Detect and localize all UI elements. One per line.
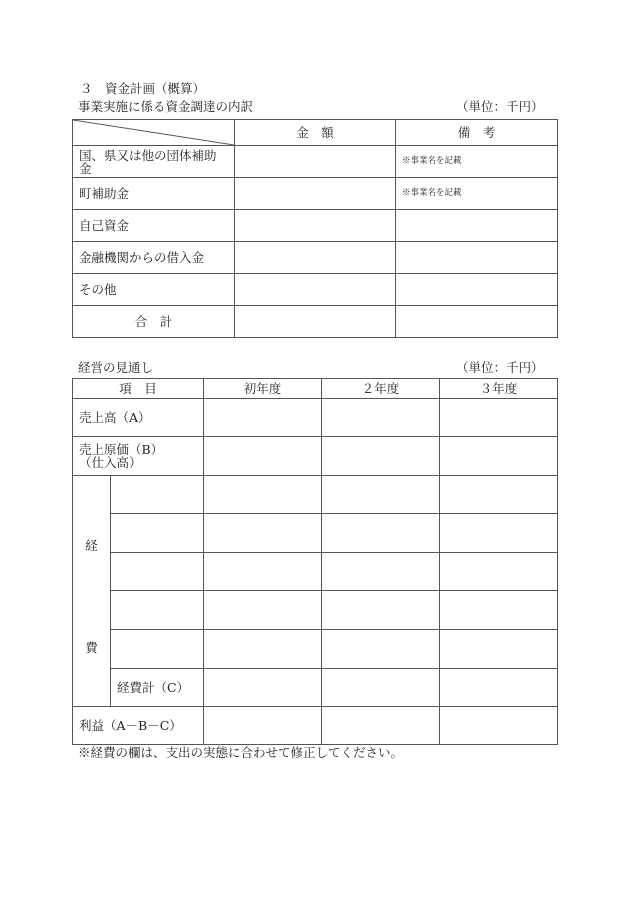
value-cell[interactable] <box>322 399 440 437</box>
value-cell[interactable] <box>204 591 322 629</box>
footnote: ※経費の欄は、支出の実態に合わせて修正してください。 <box>78 745 404 760</box>
expense-item-cell[interactable] <box>111 553 204 591</box>
value-cell[interactable] <box>322 668 440 706</box>
value-cell[interactable] <box>440 629 558 668</box>
value-cell[interactable] <box>204 437 322 476</box>
expense-total-label: 経費計（C） <box>111 668 204 706</box>
funding-table <box>72 119 558 338</box>
amount-cell[interactable] <box>235 306 396 338</box>
value-cell[interactable] <box>322 629 440 668</box>
header-item: 項 目 <box>73 379 204 399</box>
diagonal-header-cell <box>73 120 235 146</box>
header-note: 備 考 <box>396 120 558 146</box>
note-cell[interactable] <box>396 274 558 306</box>
value-cell[interactable] <box>440 514 558 553</box>
row-label: 金融機関からの借入金 <box>73 242 235 274</box>
note-cell[interactable] <box>396 306 558 338</box>
expense-label-top: 経 <box>85 538 98 553</box>
cost-label-line1: 売上原価（B） <box>79 442 164 457</box>
value-cell[interactable] <box>204 476 322 514</box>
note-cell[interactable] <box>396 242 558 274</box>
total-label: 合 計 <box>73 306 235 338</box>
value-cell[interactable] <box>440 553 558 591</box>
value-cell[interactable] <box>204 553 322 591</box>
amount-cell[interactable] <box>235 210 396 242</box>
header-year1: 初年度 <box>204 379 322 399</box>
funding-title: 事業実施に係る資金調達の内訳 <box>78 99 254 114</box>
expense-item-cell[interactable] <box>111 629 204 668</box>
value-cell[interactable] <box>204 707 322 745</box>
value-cell[interactable] <box>204 668 322 706</box>
value-cell[interactable] <box>440 437 558 476</box>
expense-item-cell[interactable] <box>111 591 204 629</box>
note-cell[interactable]: ※事業名を記載 <box>396 178 558 210</box>
amount-cell[interactable] <box>235 242 396 274</box>
funding-unit: （単位：千円） <box>456 99 544 114</box>
profit-label: 利益（A－B－C） <box>73 707 204 745</box>
outlook-table <box>72 378 558 745</box>
expense-item-cell[interactable] <box>111 514 204 553</box>
row-label: 町補助金 <box>73 178 235 210</box>
note-cell[interactable]: ※事業名を記載 <box>396 146 558 178</box>
sales-label: 売上高（A） <box>73 399 204 437</box>
amount-cell[interactable] <box>235 274 396 306</box>
outlook-unit: （単位：千円） <box>456 360 544 375</box>
header-amount: 金 額 <box>235 120 396 146</box>
value-cell[interactable] <box>204 629 322 668</box>
value-cell[interactable] <box>440 668 558 706</box>
value-cell[interactable] <box>322 553 440 591</box>
row-label: 国、県又は他の団体補助金 <box>73 146 235 178</box>
value-cell[interactable] <box>204 514 322 553</box>
amount-cell[interactable] <box>235 146 396 178</box>
value-cell[interactable] <box>440 707 558 745</box>
value-cell[interactable] <box>204 399 322 437</box>
value-cell[interactable] <box>322 437 440 476</box>
value-cell[interactable] <box>440 476 558 514</box>
cost-label-line2: （仕入高） <box>79 455 142 470</box>
row-label: その他 <box>73 274 235 306</box>
cost-label <box>73 437 204 476</box>
value-cell[interactable] <box>322 476 440 514</box>
expense-label-bottom: 費 <box>85 640 98 655</box>
value-cell[interactable] <box>322 707 440 745</box>
value-cell[interactable] <box>440 399 558 437</box>
header-year3: ３年度 <box>440 379 558 399</box>
value-cell[interactable] <box>322 591 440 629</box>
section-title: ３ 資金計画（概算） <box>80 81 206 96</box>
row-label: 自己資金 <box>73 210 235 242</box>
expense-group-label <box>73 476 111 707</box>
outlook-title: 経営の見通し <box>78 360 154 375</box>
value-cell[interactable] <box>440 591 558 629</box>
expense-item-cell[interactable] <box>111 476 204 514</box>
note-cell[interactable] <box>396 210 558 242</box>
value-cell[interactable] <box>322 514 440 553</box>
header-year2: ２年度 <box>322 379 440 399</box>
amount-cell[interactable] <box>235 178 396 210</box>
